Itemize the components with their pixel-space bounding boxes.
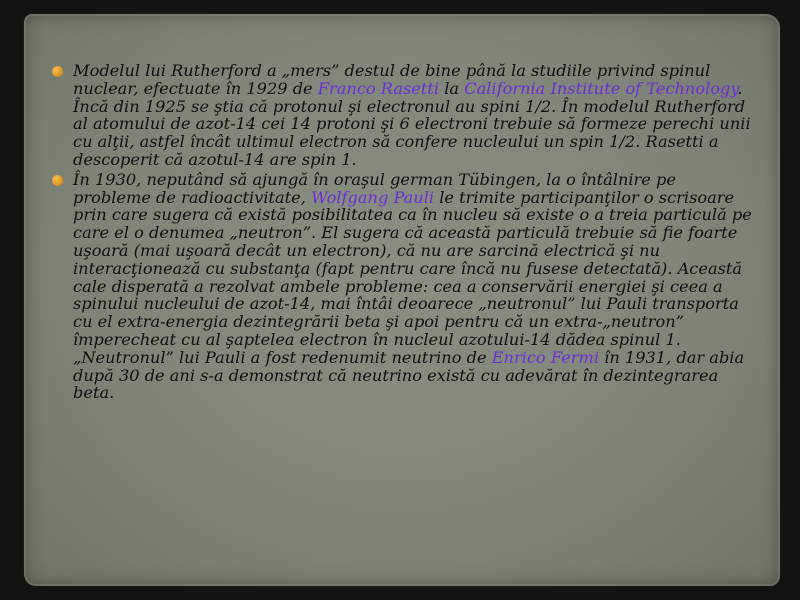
bullet-item-rutherford [52, 62, 758, 169]
bullet-item-pauli [52, 171, 758, 402]
bullet-text: În 1930, neputând să ajungă în oraşul german Tübingen, la o întâlnire pe probleme de radioactivitate, [73, 169, 676, 207]
bullet-icon [52, 66, 63, 77]
link-wolfgang-pauli[interactable]: Wolfgang Pauli [311, 187, 435, 207]
bullet-text: . Încă din 1925 se ştia că protonul şi electronul au spini 1/2. În modelul Rutherford al atomului de azot-14 cei 14 protoni şi 6 electroni trebuie să formeze perechi unii cu alţii, astfel încât ultimul electron să confere nucleului un spin 1/2. Rasetti a descoperit că azotul-14 are spin 1. [73, 78, 751, 169]
link-california-institute-of-technology[interactable]: California Institute of Technology [464, 78, 738, 98]
bullet-text: la [439, 78, 465, 98]
link-enrico-fermi[interactable]: Enrico Fermi [491, 347, 600, 367]
bullet-icon [52, 175, 63, 186]
bullet-text: le trimite participanţilor o scrisoare prin care sugera că există posibilitatea ca în nucleu să existe o a treia particulă pe care el o denumea „neutron”. El sugera că această particulă trebuie să fie foarte uşoară (mai uşoară decât un electron), că nu are sarcină electrică şi nu interacţionează cu substanţa (fapt pentru care încă nu fusese detectată). Această cale disperată a rezolvat ambele probleme: cea a conservării energiei şi ceea a spinului nucleului de azot-14, mai întâi deoarece „neutronul” lui Pauli transporta cu el extra-energia dezintegrării beta şi apoi pentru că un extra-„neutron” împerecheat cu al şaptelea electron în nucleul azotului-14 dădea spinul 1. „Neutronul” lui Pauli a fost redenumit neutrino de [73, 187, 752, 367]
bullet-text: Modelul lui Rutherford a „mers” destul de bine până la studiile privind spinul nuclear, efectuate în 1929 de [73, 61, 711, 98]
slide-content [52, 62, 758, 404]
bullet-text: în 1931, dar abia după 30 de ani s-a demonstrat că neutrino există cu adevărat în dezintegrarea beta. [73, 347, 745, 403]
link-franco-rasetti[interactable]: Franco Rasetti [317, 78, 440, 98]
